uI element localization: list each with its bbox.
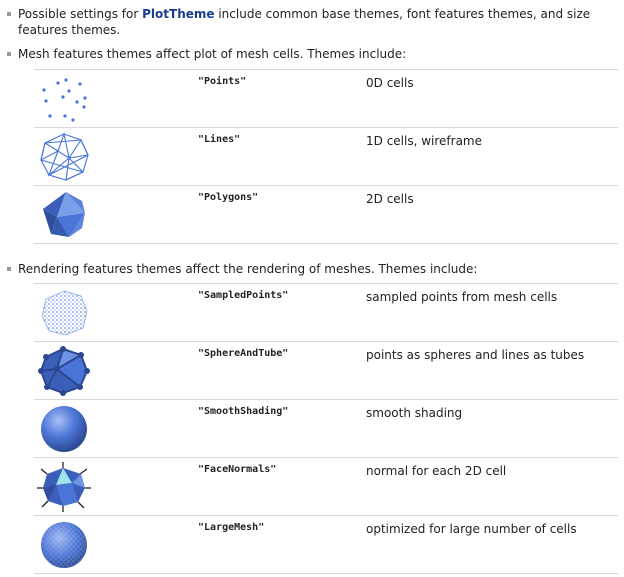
theme-name: "Lines" — [198, 128, 366, 186]
mesh-section-heading: Mesh features themes affect plot of mesh cells. Themes include: — [6, 46, 606, 62]
theme-description: 1D cells, wireframe — [366, 128, 618, 186]
theme-name: "LargeMesh" — [198, 516, 366, 574]
render-section-heading: Rendering features themes affect the rendering of meshes. Themes include: — [6, 261, 606, 277]
sampled-points-icon — [36, 287, 92, 339]
smooth-sphere-icon — [36, 403, 92, 455]
table-row — [34, 284, 618, 342]
theme-name: "Polygons" — [198, 186, 366, 244]
polygons-icon — [36, 189, 92, 241]
theme-name: "SampledPoints" — [198, 284, 366, 342]
theme-name: "Points" — [198, 70, 366, 128]
bullet-icon — [7, 267, 11, 271]
table-row — [34, 186, 618, 244]
table-row — [34, 400, 618, 458]
theme-description: 0D cells — [366, 70, 618, 128]
table-row — [34, 342, 618, 400]
theme-description: smooth shading — [366, 400, 618, 458]
theme-description: optimized for large number of cells — [366, 516, 618, 574]
face-normals-icon — [36, 461, 92, 513]
theme-name: "FaceNormals" — [198, 458, 366, 516]
sphere-and-tube-icon — [36, 345, 92, 397]
theme-description: normal for each 2D cell — [366, 458, 618, 516]
table-row — [34, 128, 618, 186]
points-icon — [36, 73, 92, 125]
theme-description: points as spheres and lines as tubes — [366, 342, 618, 400]
theme-description: sampled points from mesh cells — [366, 284, 618, 342]
bullet-icon — [7, 52, 11, 56]
render-themes-table — [34, 283, 618, 574]
table-row — [34, 516, 618, 574]
plottheme-link[interactable]: PlotTheme — [142, 7, 215, 21]
bullet-icon — [7, 12, 11, 16]
mesh-themes-table — [34, 69, 618, 244]
theme-description: 2D cells — [366, 186, 618, 244]
table-row — [34, 458, 618, 516]
large-mesh-icon — [36, 519, 92, 571]
theme-name: "SmoothShading" — [198, 400, 366, 458]
wireframe-icon — [36, 131, 92, 183]
theme-name: "SphereAndTube" — [198, 342, 366, 400]
table-row — [34, 70, 618, 128]
intro-paragraph: Possible settings for PlotTheme include common base themes, font features themes, and size features themes. — [6, 6, 606, 38]
